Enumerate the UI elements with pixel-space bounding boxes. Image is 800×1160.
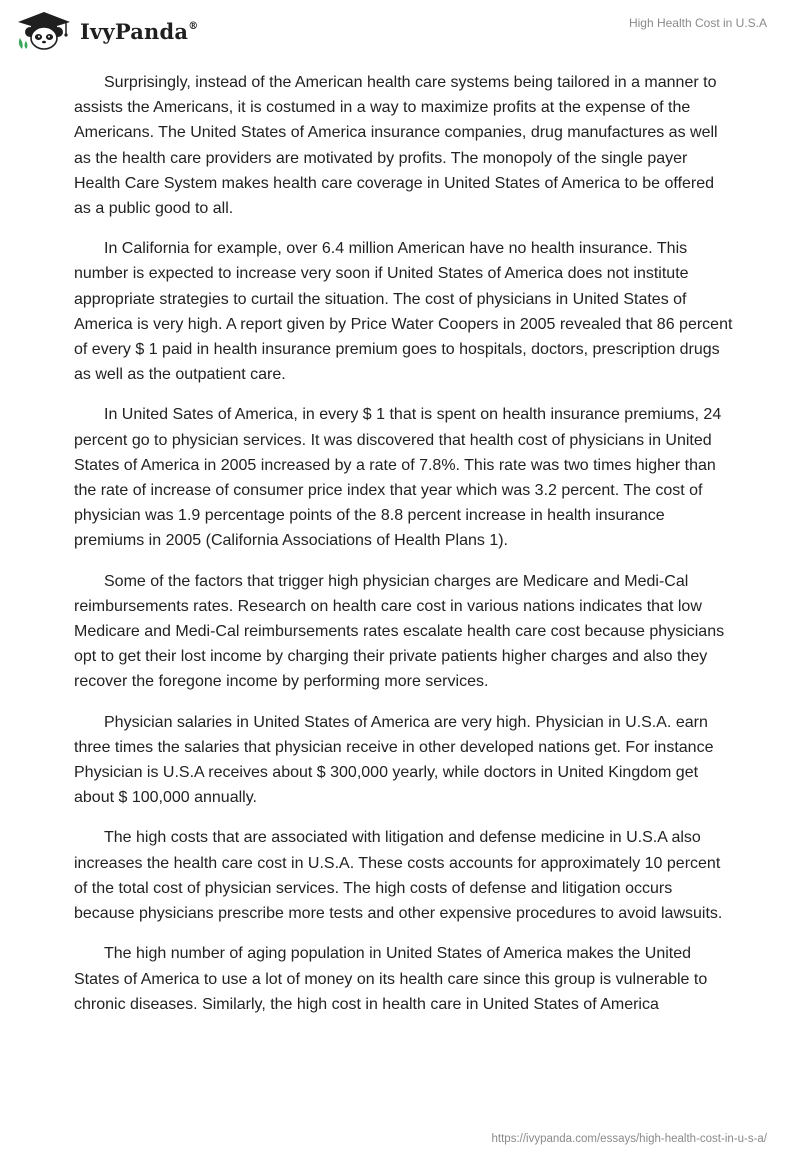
registered-mark: ® [188,20,199,32]
paragraph-1: Surprisingly, instead of the American health care systems being tailored in a manner to assists the Americans, it is costumed in a way to maximize profits at the expense of the Americans. The United States of America insurance companies, drug manufactures as well as the health care providers are motivated by profits. The monopoly of the single payer Health Care System makes health care coverage in United States of America to be offered as a public good to all. [74,74,718,218]
paragraph-6: The high costs that are associated with litigation and defense medicine in U.S.A also increases the health care cost in U.S.A. These costs accounts for approximately 10 percent of the total cost of physician services. The high costs of defense and litigation occurs because physicians prescribe more tests and other expensive procedures to avoid lawsuits. [74,829,723,923]
paragraph-7: The high number of aging population in United States of America makes the United States of America to use a lot of money on its health care since this group is vulnerable to chronic diseases. Similarly, the high cost in health care in United States of America [74,945,708,1013]
paragraph-5: Physician salaries in United States of America are very high. Physician in U.S.A. earn three times the salaries that physician receive in other developed nations get. For instance Physician is U.S.A receives about $ 300,000 yearly, while doctors in United Kingdom get about $ 100,000 annually. [74,713,714,807]
paragraph-3: In United Sates of America, in every $ 1 that is spent on health insurance premiums, 24 percent go to physician services. It was discovered that health cost of physicians in United States of America in 2005 increased by a rate of 7.8%. This rate was two times higher than the rate of increase of consumer price index that year which was 3.2 percent. The cost of physician was 1.9 percentage points of the 8.8 percent increase in health insurance premiums in 2005 (California Associations of Health Plans 1). [74,406,722,550]
paragraph-2: In California for example, over 6.4 million American have no health insurance. This number is expected to increase very soon if United States of America does not institute appropriate strategies to curtail the situation. The cost of physicians in United States of America is very high. A report given by Price Water Coopers in 2005 revealed that 86 percent of every $ 1 paid in health insurance premium goes to hospitals, doctors, prescription drugs as well as the outpatient care. [74,240,733,384]
panda-graduate-icon [14,8,74,50]
ivypanda-logo[interactable] [14,8,198,50]
document-title: High Health Cost in U.S.A [628,16,767,30]
brand-name: IvyPanda® [80,18,199,44]
paragraph-4: Some of the factors that trigger high physician charges are Medicare and Medi-Cal reimbursements rates. Research on health care cost in various nations indicates that low Medicare and Medi-Cal reimbursements rates escalate health care cost because physicians opt to get their lost income by charging their private patients higher charges and also they recover the foregone income by performing more services. [74,572,725,691]
page-header [0,0,800,70]
essay-body [74,70,734,1032]
source-url-link[interactable]: https://ivypanda.com/essays/high-health-cost-in-u-s-a/ [491,1133,767,1145]
